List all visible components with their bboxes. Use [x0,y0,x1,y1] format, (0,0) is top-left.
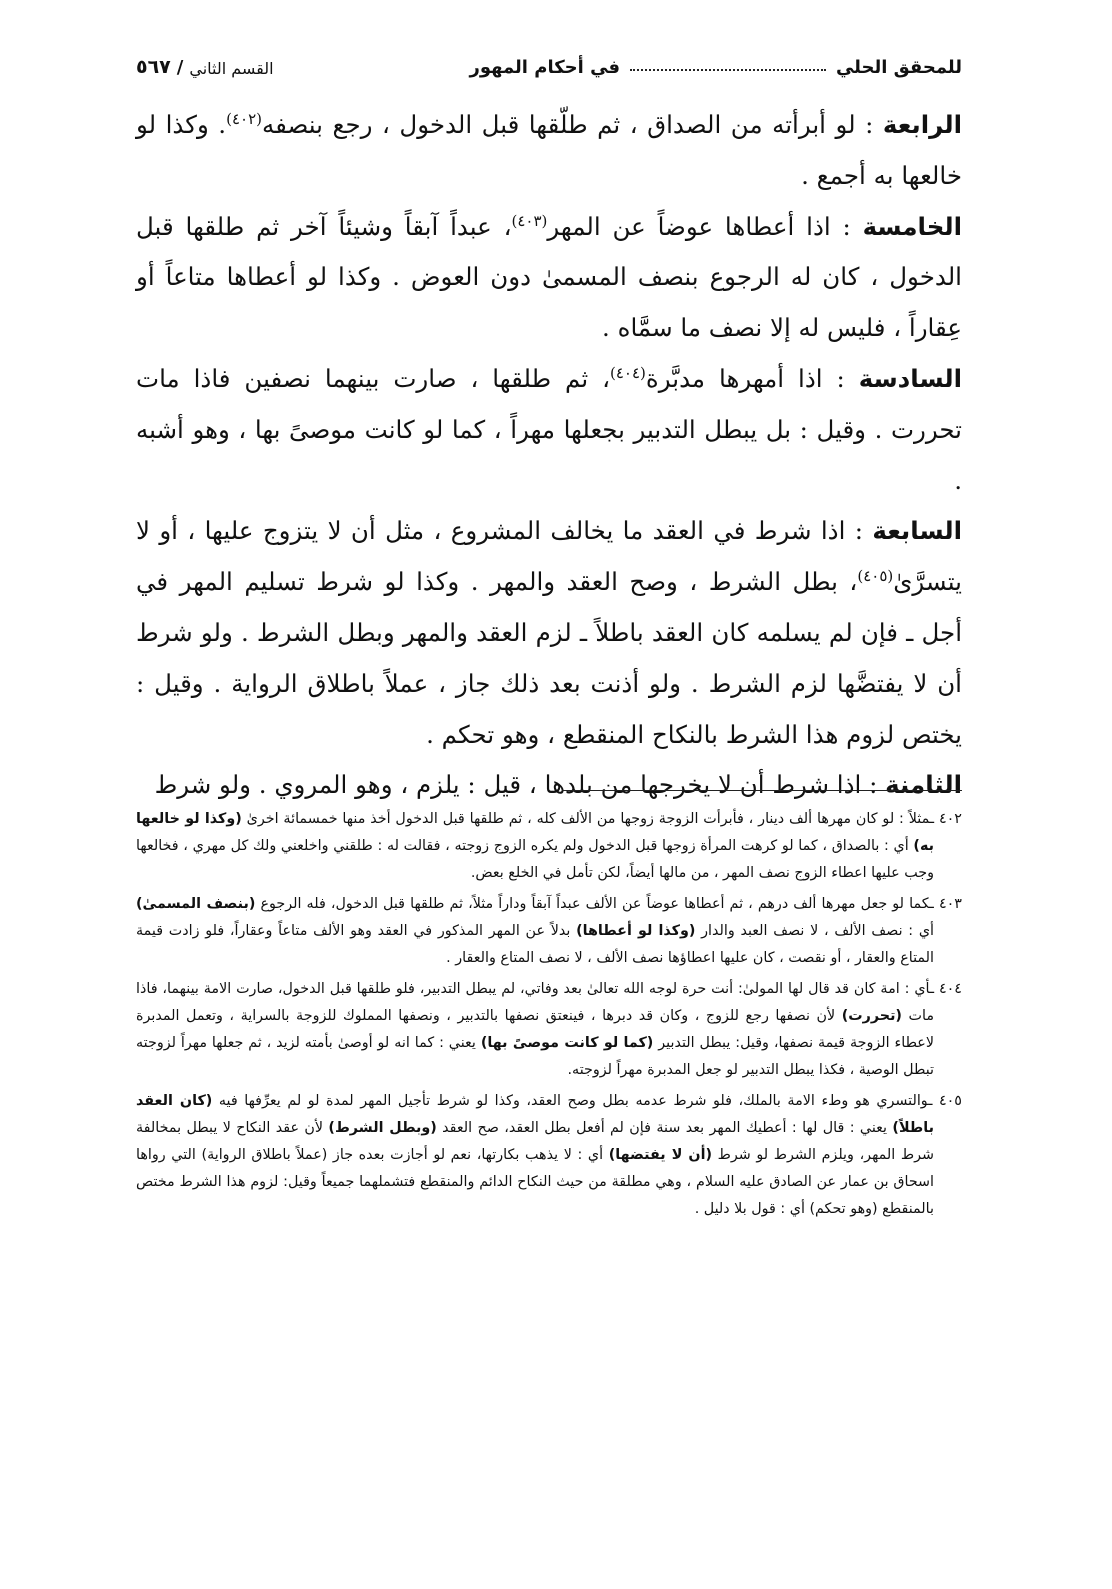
paragraph [136,100,962,202]
footnote [136,1088,962,1223]
footnote-quote: (وبطل الشرط) [328,1120,437,1136]
header-author: للمحقق الحلي [835,57,962,78]
footnote-quote: (بنصف المسمىٰ) [136,896,256,912]
paragraph-term: السابعة [872,516,962,546]
paragraph-term: الرابعة [882,110,962,139]
footnote-quote: (تحررت) [841,1008,902,1024]
footnote-text: أي : بالصداق ، كما لو كرهت المرأة زوجها قبل الدخول ولم يكره الزوج زوجته ، فقالت له : طلقني واخلعني ولك كل مهري ، فخالعها وجب عليها اعطاء الزوج نصف المهر ، من مالها أيضاً، لكن تأمل في الخلع بعض. [136,838,934,881]
footnote-quote: (وكذا لو خالعها به) [136,811,934,854]
footnote-text: لأن عقد النكاح لا يبطل بمخالفة شرط المهر، ويلزم الشرط لو شرط [136,1120,934,1163]
footnote-separator [562,790,962,791]
header-section: القسم الثاني [189,59,274,78]
footnote-reference: (٤٠٣) [511,211,548,230]
footnote [136,976,962,1084]
footnote-quote: (وكذا لو أعطاها) [576,923,696,939]
page-number: ٥٦٧ [135,56,171,78]
header-chapter-title: في أحكام المهور [469,57,621,78]
footnote-text: أي : نصف الألف ، لا نصف العبد والدار [695,923,934,939]
footnote-text: والتسري هو وطء الامة بالملك، فلو شرط عدمه بطل وصح العقد، وكذا لو شرط تأجيل المهر لمدة لو لم يعرِّفها فيه [212,1093,929,1109]
footnote-text: لأن نصفها رجع للزوج ، وكان قد دبرها ، فينعتق نصفها بالتدبير ، ونصفها المملوك للزوجة بالسراية ، وتعمل المدبرة لاعطاء الزوجة قيمة نصفها، وقيل: يبطل التدبير [136,1008,934,1051]
paragraph-text: ، بطل الشرط ، وصح العقد والمهر . وكذا لو شرط تسليم المهر في أجل ـ فإن لم يسلمه كان العقد باطلاً ـ لزم العقد والمهر وبطل الشرط . ولو شرط أن لا يفتضَّها لزم الشرط . ولو أذنت بعد ذلك جاز ، عملاً باطلاق الرواية . وقيل : يختص لزوم هذا الشرط بالنكاح المنقطع ، وهو تحكم . [136,567,962,749]
footnote-reference: (٤٠٢) [226,109,262,128]
paragraph-term: الخامسة [862,211,962,241]
footnote-quote: (كان العقد باطلاً) [136,1093,934,1136]
footnote [136,891,962,972]
footnote-text: أي : امة كان قد قال لها المولىٰ: أنت حرة لوجه الله تعالىٰ بعد وفاتي، لم يبطل التدبير، فلو طلقها قبل الدخول، صارت الامة بينهما، فاذا مات [136,981,934,1024]
paragraph [136,760,962,811]
footnote-quote: (أن لا يفتضها) [608,1147,713,1163]
paragraph-text: : اذا أمهرها مدبَّرة [645,363,859,393]
footnote-number: ٤٠٢ ـ [929,811,962,827]
footnote-text: يعني : قال لها : أعطيك المهر بعد سنة فإن لم أفعل بطل العقد، صح العقد [436,1120,893,1136]
paragraph [136,202,962,354]
footnote-text: كما لو جعل مهرها ألف درهم ، ثم أعطاها عوضاً عن الألف عبداً آبقاً وداراً مثلاً، ثم طلقها قبل الدخول، فله الرجوع [255,896,930,912]
header-dot-leader [630,68,826,71]
footnote-text: أي : لا يذهب بكارتها، نعم لو أجازت بعده جاز (عملاً باطلاق الرواية) التي رواها اسحاق بن عمار عن الصادق عليه السلام ، وهي مطلقة من حيث النكاح الدائم والمنقطع فتشملهما جميعاً وقيل: لزوم هذا الشرط مختص بالمنقطع (وهو تحكم) أي : قول بلا دليل . [136,1147,934,1217]
footnotes [136,806,962,1227]
paragraph-text: . وكذا لو خالعها به أجمع . [136,110,962,190]
footnote-text: مثلاً : لو كان مهرها ألف دينار ، فأبرأت الزوجة زوجها من الألف كله ، ثم طلقها قبل الدخول أخذ منها خمسمائة اخرىٰ [241,811,930,827]
paragraph [136,506,962,760]
footnote [136,806,962,887]
paragraph-text: : اذا شرط أن لا يخرجها من بلدها ، قيل : يلزم ، وهو المروي . ولو شرط [154,770,886,800]
paragraph-text: : لو أبرأته من الصداق ، ثم طلّقها قبل الدخول ، رجع بنصفه [261,110,883,139]
footnote-number: ٤٠٤ ـ [929,981,962,997]
footnote-text: بدلاً عن المهر المذكور في العقد وهو الألف متاعاً وعقاراً، فلو زادت قيمة المتاع والعقار ، أو نقصت ، كان عليها اعطاؤها نصف الألف ، لا نصف المتاع والعقار . [136,923,934,966]
footnote-reference: (٤٠٤) [610,363,646,382]
paragraph-text: ، عبداً آبقاً وشيئاً آخر ثم طلقها قبل الدخول ، كان له الرجوع بنصف المسمىٰ دون العوض . وكذا لو أعطاها متاعاً أو عِقاراً ، فليس له إلا نصف ما سمَّاه . [136,211,962,343]
paragraph-text: ، ثم طلقها ، صارت بينهما نصفين فاذا مات تحررت . وقيل : بل يبطل التدبير بجعلها مهراً ، كما لو كانت موصىً بها ، وهو أشبه . [136,363,962,495]
footnote-text: يعني : كما انه لو أوصىٰ بأمته لزيد ، ثم جعلها مهراً لزوجته تبطل الوصية ، فكذا يبطل التدبير لو جعل المدبرة مهراً لزوجته. [136,1035,934,1078]
footnote-number: ٤٠٣ ـ [929,896,962,912]
paragraph-text: : اذا شرط في العقد ما يخالف المشروع ، مثل أن لا يتزوج عليها ، أو لا يتسرَّىٰ [136,516,962,597]
paragraph-term: الثامنة [885,770,962,800]
paragraph-term: السادسة [858,363,962,393]
header-separator: / [176,57,184,78]
footnote-reference: (٤٠٥) [857,567,894,586]
footnote-quote: (كما لو كانت موصىً بها) [480,1035,654,1051]
main-text [136,100,962,811]
footnote-number: ٤٠٥ ـ [928,1093,962,1109]
running-header [136,50,962,78]
paragraph [136,354,962,506]
paragraph-text: : اذا أعطاها عوضاً عن المهر [547,211,863,241]
